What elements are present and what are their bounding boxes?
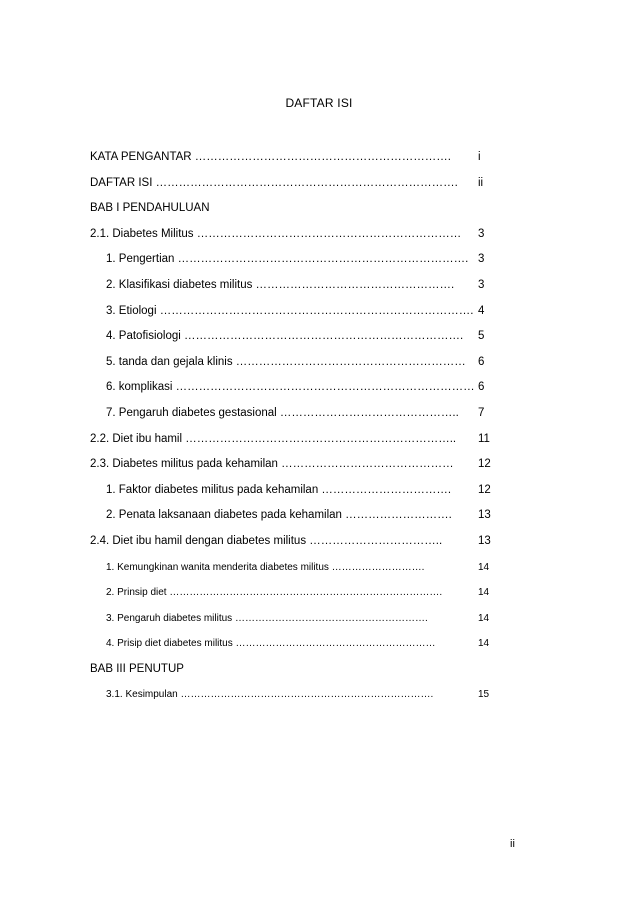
toc-chapter-heading: BAB III PENUTUP — [90, 662, 184, 675]
toc-entry-text: 4. Prisip diet diabetes militus …………………………………………………… — [106, 638, 436, 650]
toc-page-number: ii — [478, 176, 484, 189]
toc-row-2-3[interactable] — [90, 452, 520, 478]
toc-page-number: 3 — [478, 278, 485, 291]
toc-entry-text: 3. Etiologi ………………………………………………………………………. — [106, 304, 474, 317]
toc-row-bab-3[interactable] — [90, 657, 520, 683]
toc-page-number: 5 — [478, 330, 485, 343]
toc-row-daftar-isi[interactable] — [90, 171, 520, 197]
toc-page-number: 14 — [478, 612, 490, 624]
toc-entry-text: 2. Prinsip diet ………………………………………………………………………. — [106, 587, 443, 599]
toc-entry-text: 2. Klasifikasi diabetes militus ……………………………………………. — [106, 278, 455, 291]
toc-entry-text: 2.2. Diet ibu hamil …………………………………………………………….. — [90, 432, 457, 445]
toc-row-3-1[interactable] — [90, 682, 520, 708]
toc-entry-text: KATA PENGANTAR …………………………………………………………. — [90, 151, 451, 163]
toc-entry-text: 5. tanda dan gejala klinis …………………………………………………… — [106, 355, 466, 368]
toc-page-number: 15 — [478, 689, 490, 701]
toc-entry-text: 2.4. Diet ibu hamil dengan diabetes militus …………………………….. — [90, 534, 443, 547]
toc-entry-text: 3.1. Kesimpulan …………………………………………………………………. — [106, 689, 434, 701]
toc-row-2-4-4[interactable] — [90, 631, 520, 657]
toc-row-2-1-2[interactable] — [90, 273, 520, 299]
toc-page-number: 6 — [478, 381, 485, 394]
toc-row-2-1-5[interactable] — [90, 350, 520, 376]
toc-page-number: 4 — [478, 304, 485, 317]
toc-row-2-1[interactable] — [90, 222, 520, 248]
toc-page-number: 12 — [478, 458, 491, 471]
toc-page-number: 13 — [478, 509, 491, 522]
toc-page-number: 7 — [478, 406, 485, 419]
toc-entry-text: 1. Pengertian …………………………………………………………………. — [106, 253, 469, 266]
toc-entry-text: 2. Penata laksanaan diabetes pada kehamilan ………………………. — [106, 509, 452, 522]
toc-entry-text: 2.3. Diabetes militus pada kehamilan ……………………………………… — [90, 458, 454, 471]
toc-page-number: 14 — [478, 561, 490, 573]
toc-entry-text: DAFTAR ISI ……………………………………………………………………. — [90, 176, 458, 189]
toc-page-number: 11 — [478, 432, 490, 445]
toc-page-number: 3 — [478, 227, 485, 240]
toc-row-2-4-2[interactable] — [90, 580, 520, 606]
toc-page-number: 13 — [478, 534, 491, 547]
toc-row-2-4-1[interactable] — [90, 555, 520, 581]
toc-entry-text: 1. Faktor diabetes militus pada kehamilan ……………………………. — [106, 483, 452, 496]
toc-page-number: 3 — [478, 253, 485, 266]
toc-entry-text: 3. Pengaruh diabetes militus …………………………………………………. — [106, 612, 428, 624]
toc-entry-text: 1. Kemungkinan wanita menderita diabetes militus ………………………. — [106, 561, 425, 573]
toc-page-number: 14 — [478, 587, 490, 599]
toc-row-2-4-3[interactable] — [90, 606, 520, 632]
toc-row-kata-pengantar[interactable] — [90, 145, 520, 171]
toc-row-2-1-3[interactable] — [90, 299, 520, 325]
toc-row-2-2[interactable] — [90, 427, 520, 453]
toc-page-number: 6 — [478, 355, 485, 368]
toc-entry-text: 2.1. Diabetes Militus …………………………………………………………… — [90, 227, 462, 240]
toc-row-2-3-2[interactable] — [90, 503, 520, 529]
toc-page-number: 14 — [478, 638, 490, 650]
toc-row-2-1-1[interactable] — [90, 247, 520, 273]
toc-chapter-heading: BAB I PENDAHULUAN — [90, 202, 210, 215]
page-footer-number: ii — [510, 838, 515, 850]
page-title: DAFTAR ISI — [285, 96, 353, 110]
toc-entry-text: 7. Pengaruh diabetes gestasional ……………………………………….. — [106, 406, 459, 419]
toc-page-number: 12 — [478, 483, 491, 496]
toc-row-bab-1[interactable] — [90, 196, 520, 222]
toc-entry-text: 4. Patofisiologi ………………………………………………………………. — [106, 330, 464, 343]
toc-row-2-3-1[interactable] — [90, 478, 520, 504]
toc-row-2-1-6[interactable] — [90, 375, 520, 401]
toc-entry-text: 6. komplikasi …………………………………………………………………… — [106, 381, 475, 394]
toc-page-number: i — [478, 151, 481, 163]
toc-row-2-1-7[interactable] — [90, 401, 520, 427]
toc-row-2-1-4[interactable] — [90, 324, 520, 350]
toc-row-2-4[interactable] — [90, 529, 520, 555]
table-of-contents — [90, 145, 520, 708]
